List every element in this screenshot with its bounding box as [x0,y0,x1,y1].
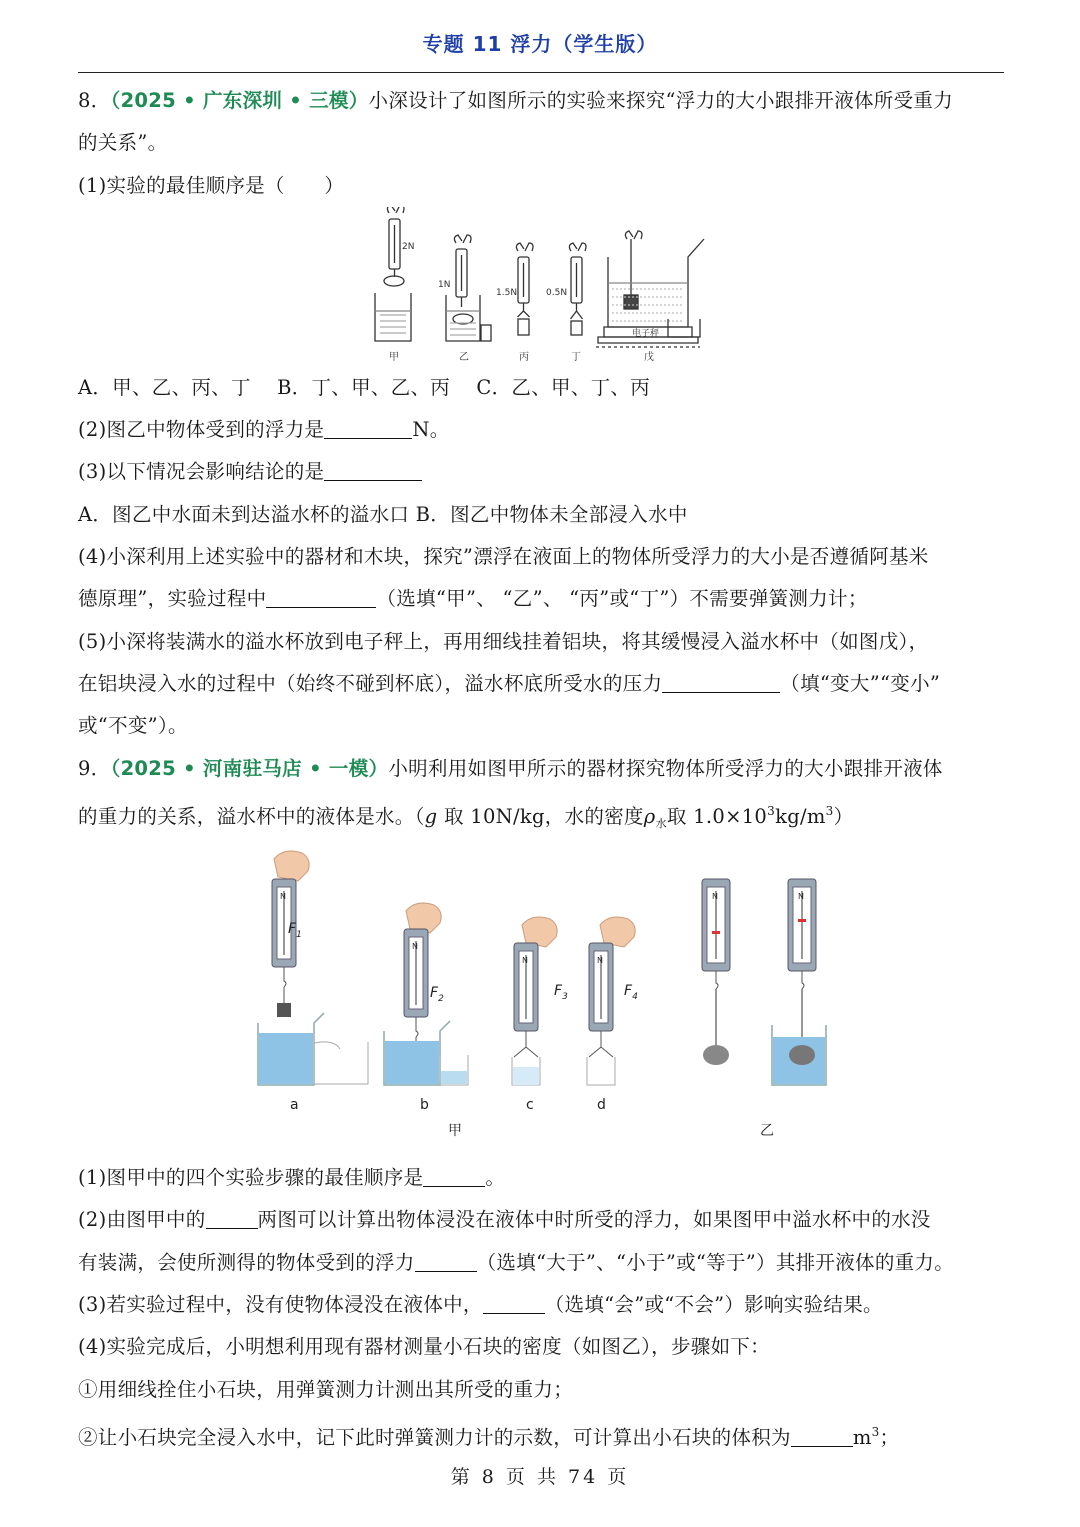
page-header: 专题 11 浮力（学生版） [422,32,658,56]
q9-part1-end: 。 [485,1166,506,1190]
q8-part5-line2 [78,663,1004,705]
q8-caption-bing: 丙 [519,351,529,363]
q9-step-a [258,851,368,1085]
q9-step-label-c: c [526,1097,534,1114]
q9-stem-line1 [78,748,1004,790]
q9-part1 [78,1157,1004,1199]
q8-part3-text: (3)以下情况会影响结论的是 [78,460,325,484]
q9-step1: ①用细线拴住小石块，用弹簧测力计测出其所受的重力； [78,1377,574,1401]
q9-part1-blank[interactable] [423,1164,485,1187]
q9-step-c [512,917,557,1085]
q9-group-label-yi: 乙 [760,1123,774,1140]
q8-part2 [78,409,1004,451]
q9-force-label-1: $F_1$ [288,921,302,941]
q8-part5-line1: (5)小深将装满水的溢水杯放到电子秤上，再用细线挂着铝块，将其缓慢浸入溢水杯中（如图戊）， [78,629,929,653]
q9-part3-text-a: (3)若实验过程中，没有使物体浸没在液体中， [78,1293,483,1317]
q9-source: （2025 • 河南驻马店 • 一模） [110,756,389,780]
q9-yi-right [772,879,826,1085]
q9-rho-subscript: 水 [655,816,667,830]
q8-part4-text-b: （选填“甲”、 “乙”、 “丙”或“丁”）不需要弹簧测力计； [376,587,868,611]
q8-part1: (1)实验的最佳顺序是（ ） [78,173,345,197]
q9-stem-text: 小明利用如图甲所示的器材探究物体所受浮力的大小跟排开液体 [388,756,943,780]
q8-caption-ding: 丁 [571,351,581,363]
q8-part5-text-a: 在铝块浸入水的过程中（始终不碰到杯底），溢水杯底所受水的压力 [78,671,663,695]
q8-part2-blank[interactable] [324,416,412,439]
page-footer: 第 8 页 共 74 页 [450,1466,630,1488]
q8-setup-jia [375,207,411,341]
q8-stem-line2: 的关系”。 [78,131,168,155]
q9-stem-text-c: 取 1.0×10 [666,804,768,828]
q9-scale-n-yi-left: N [712,892,718,902]
page-content [78,80,1004,1459]
q8-part4-blank[interactable] [266,585,376,608]
header-rule [78,72,1004,73]
q8-number: 8． [78,89,111,112]
q9-step2-end: ； [879,1425,900,1449]
q9-number: 9． [78,756,111,780]
q9-part2-blank-2[interactable] [415,1249,477,1272]
q9-group-label-jia: 甲 [448,1123,462,1140]
q9-step-label-b: b [420,1097,429,1114]
q8-setup-ding [569,243,586,335]
q8-part3-blank[interactable] [324,458,422,481]
q9-yi-left [702,879,730,1065]
q9-step2-exp: 3 [871,1424,880,1439]
q9-stem-text-e: ） [833,804,854,828]
q9-step-b [384,903,468,1085]
q8-source: （2025 • 广东深圳 • 三模） [110,89,369,112]
q9-stem-text-a: 的重力的关系，溢水杯中的液体是水。（ [78,804,425,828]
q9-part2-blank-1[interactable] [206,1206,258,1229]
q9-part2-text-d: （选填“大于”、“小于”或“等于”）其排开液体的重力。 [476,1250,955,1274]
q8-part5-blank[interactable] [662,670,780,693]
q8-part4-line1: (4)小深利用上述实验中的器材和木块，探究”漂浮在液面上的物体所受浮力的大小是否遵循阿基米 [78,545,929,569]
q8-figure [78,207,1004,367]
q8-part3 [78,451,1004,493]
q8-setup-yi [446,235,491,341]
q9-scale-n-b: N [412,942,418,952]
q9-part3-text-b: （选填“会”或“不会”）影响实验结果。 [544,1293,883,1317]
q9-scale-n-yi-right: N [798,892,804,902]
q9-part4: (4)实验完成后，小明想利用现有器材测量小石块的密度（如图乙），步骤如下： [78,1335,770,1359]
q9-step2-blank[interactable] [791,1424,853,1447]
q8-label-0-5n: 0.5N [546,287,568,298]
q8-stem-text: 小深设计了如图所示的实验来探究“浮力的大小跟排开液体所受重力 [368,89,954,112]
q9-scale-n-a: N [280,892,286,902]
q8-label-2n: 2N [402,241,415,252]
q8-stem-line1 [78,80,1004,122]
q9-step2-text: ②让小石块完全浸入水中，记下此时弹簧测力计的示数，可计算出小石块的体积为 [78,1425,791,1449]
q8-caption-jia: 甲 [389,351,399,363]
q9-exp-2: 3 [825,803,834,818]
q9-step-label-d: d [597,1097,606,1114]
q9-step2-unit: m [852,1425,872,1449]
q8-caption-wu: 戊 [644,351,654,363]
q9-part2-text-b: 两图可以计算出物体浸没在液体中时所受的浮力，如果图甲中溢水杯中的水没 [257,1208,931,1232]
q9-part3-blank[interactable] [483,1291,545,1314]
q9-part2-text-c: 有装满，会使所测得的物体受到的浮力 [78,1250,415,1274]
q8-label-1n: 1N [438,279,451,290]
q8-caption-yi: 乙 [459,351,469,363]
q8-part5-text-b: （填“变大”“变小” [780,671,941,695]
q9-scale-n-c: N [522,956,528,966]
q9-stem-line2 [78,790,1004,845]
q9-part2-line1 [78,1199,1004,1241]
q9-rho-symbol: ρ [643,804,656,828]
q9-part3 [78,1284,1004,1326]
q9-step-d [587,917,635,1085]
q9-figure [78,845,1004,1157]
q8-options-1: A．甲、乙、丙、丁 B．丁、甲、乙、丙 C．乙、甲、丁、丙 [78,375,651,399]
q9-force-label-3: $F_3$ [554,983,568,1003]
q8-label-1-5n: 1.5N [496,287,518,298]
q8-part2-text: (2)图乙中物体受到的浮力是 [78,418,325,442]
q9-stem-text-d: kg/m [775,804,826,828]
q8-experiment-diagram [78,207,1004,367]
q9-force-label-2: $F_2$ [430,985,444,1005]
q9-part2-text-a: (2)由图甲中的 [78,1208,206,1232]
q8-setup-bing [516,243,533,335]
q9-stem-text-b: 取 10N/kg，水的密度 [437,804,644,828]
q9-part2-line2 [78,1242,1004,1284]
q9-step2 [78,1411,1004,1459]
q8-part2-unit: N。 [412,418,450,442]
q9-part1-text: (1)图甲中的四个实验步骤的最佳顺序是 [78,1166,424,1190]
q8-part5-line3: 或“不变”）。 [78,714,188,738]
q8-options-3: A．图乙中水面未到达溢水杯的溢水口 B．图乙中物体未全部浸入水中 [78,502,688,526]
q9-scale-n-d: N [597,956,603,966]
q9-g-symbol: g [424,804,438,828]
q9-force-label-4: $F_4$ [624,983,638,1003]
q8-part4-text-a: 德原理”，实验过程中 [78,587,267,611]
q9-step-label-a: a [290,1097,299,1114]
q8-part4-line2 [78,578,1004,620]
q8-label-scale: 电子秤 [632,328,660,339]
q9-experiment-diagram [78,845,1004,1157]
q9-exp-1: 3 [767,803,776,818]
